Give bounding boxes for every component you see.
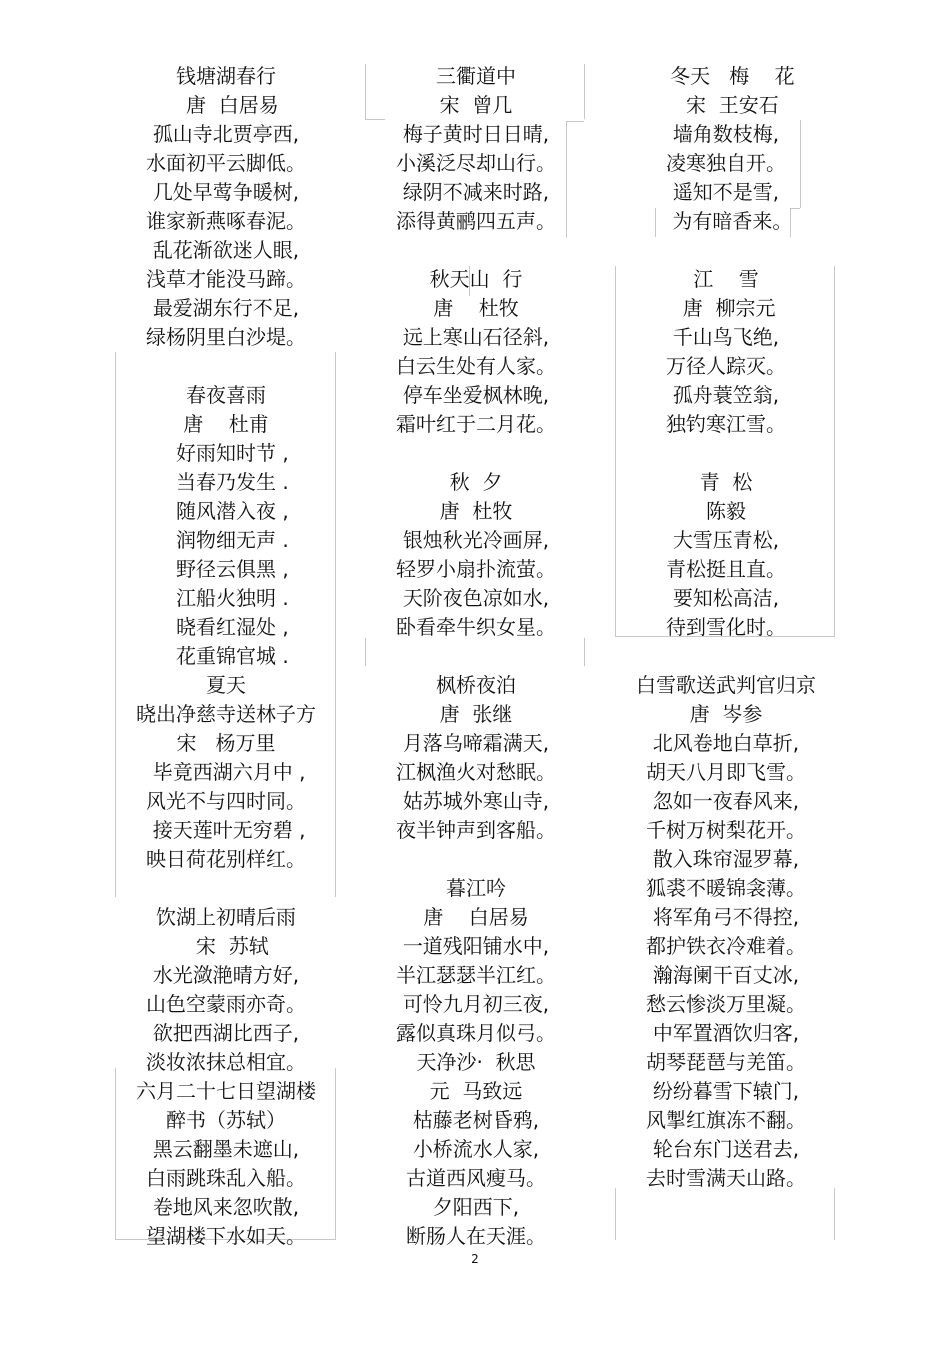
poem-title: 天净沙· 秋思 <box>416 1050 536 1074</box>
poem-author: 醉书（苏轼） <box>166 1108 286 1132</box>
poem-line: 凌寒独自开。 <box>666 151 786 175</box>
poem-author: 宋 苏轼 <box>183 934 269 958</box>
poem-title: 枫桥夜泊 <box>436 673 516 697</box>
poem-line: 瀚海阑干百丈冰, <box>652 963 800 987</box>
poem-line: 可怜九月初三夜, <box>402 992 550 1016</box>
stanza-gap <box>365 642 587 671</box>
poem-line: 霜叶红于二月花。 <box>396 412 556 436</box>
poem-line: 墙角数枝梅, <box>672 122 780 146</box>
poem-line: 风光不与四时同。 <box>146 789 306 813</box>
poem-column-1 <box>115 62 337 1251</box>
poem-author: 唐 柳宗元 <box>676 296 776 320</box>
poem-line: 青松挺且直。 <box>666 557 786 581</box>
poem-line: 几处早莺争暖树, <box>152 180 300 204</box>
poem-line: 花重锦官城 . <box>163 644 289 668</box>
poem-line: 卧看牵牛织女星。 <box>396 615 556 639</box>
poem-line: 山色空蒙雨亦奇。 <box>146 992 306 1016</box>
poem-line: 谁家新燕啄春泥。 <box>146 209 306 233</box>
poem-author: 唐 白居易 <box>423 905 529 929</box>
poem-line: 遥知不是雪, <box>672 180 780 204</box>
poem-line: 月落乌啼霜满天, <box>402 731 550 755</box>
poem-line: 万径人踪灭。 <box>666 354 786 378</box>
poem-line: 轮台东门送君去, <box>652 1137 800 1161</box>
poem-author: 陈毅 <box>706 499 746 523</box>
poem-line: 待到雪化时。 <box>666 615 786 639</box>
poem-line: 去时雪满天山路。 <box>646 1166 806 1190</box>
poem-line: 要知松高洁, <box>672 586 780 610</box>
poem-line: 孤舟蓑笠翁, <box>672 383 780 407</box>
poem-line: 卷地风来忽吹散, <box>152 1195 300 1219</box>
poem-line: 断肠人在天涯。 <box>406 1224 546 1248</box>
poem-line: 映日荷花别样红。 <box>146 847 306 871</box>
poem-line: 忽如一夜春风来, <box>652 789 800 813</box>
poem-author: 唐 岑参 <box>689 702 763 726</box>
poem-line: 最爱湖东行不足, <box>152 296 300 320</box>
poem-line: 添得黄鹂四五声。 <box>396 209 556 233</box>
stanza-gap <box>115 874 337 903</box>
poem-title: 青 松 <box>699 470 753 494</box>
poem-line: 一道残阳铺水中, <box>402 934 550 958</box>
poem-line: 随风潜入夜 , <box>163 499 289 523</box>
stanza-gap <box>365 439 587 468</box>
stanza-gap <box>615 642 837 671</box>
poem-line: 半江瑟瑟半江红。 <box>396 963 556 987</box>
table-rule <box>615 1188 616 1240</box>
poem-line: 野径云俱黑 , <box>163 557 289 581</box>
stanza-gap <box>615 439 837 468</box>
poem-line: 浅草才能没马蹄。 <box>146 267 306 291</box>
poem-line: 轻罗小扇扑流萤。 <box>396 557 556 581</box>
poem-line: 银烛秋光冷画屏, <box>402 528 550 552</box>
poem-title: 秋天山 行 <box>429 267 523 291</box>
poem-line: 梅子黄时日日晴, <box>402 122 550 146</box>
poem-line: 江枫渔火对愁眠。 <box>396 760 556 784</box>
poem-title: 饮湖上初晴后雨 <box>156 905 296 929</box>
poem-author: 元 马致远 <box>429 1079 523 1103</box>
poem-line: 白雨跳珠乱入船。 <box>146 1166 306 1190</box>
poem-subtitle: 晓出净慈寺送林子方 <box>136 702 316 726</box>
poem-line: 孤山寺北贾亭西, <box>152 122 300 146</box>
poem-author: 唐 杜牧 <box>439 499 513 523</box>
poem-line: 江船火独明 . <box>163 586 289 610</box>
stanza-gap <box>615 236 837 265</box>
poem-line: 黑云翻墨未遮山, <box>152 1137 300 1161</box>
poem-line: 胡琴琵琶与羌笛。 <box>646 1050 806 1074</box>
poem-line: 大雪压青松, <box>672 528 780 552</box>
poem-line: 散入珠帘湿罗幕, <box>652 847 800 871</box>
poem-line: 愁云惨淡万里凝。 <box>646 992 806 1016</box>
poem-line: 天阶夜色凉如水, <box>402 586 550 610</box>
poem-title: 秋 夕 <box>449 470 503 494</box>
poem-line: 欲把西湖比西子, <box>152 1021 300 1045</box>
poem-title: 三衢道中 <box>436 64 516 88</box>
poem-column-2 <box>365 62 587 1251</box>
poem-line: 独钓寒江雪。 <box>666 412 786 436</box>
poem-line: 古道西风瘦马。 <box>406 1166 546 1190</box>
stanza-gap <box>365 845 587 874</box>
poem-line: 都护铁衣冷难着。 <box>646 934 806 958</box>
poem-line: 绿杨阴里白沙堤。 <box>146 325 306 349</box>
poem-author: 宋 杨万里 <box>176 731 276 755</box>
poem-line: 枯藤老树昏鸦, <box>412 1108 540 1132</box>
poem-line: 小溪泛尽却山行。 <box>396 151 556 175</box>
poem-line: 晓看红湿处 , <box>163 615 289 639</box>
poem-line: 为有暗香来。 <box>659 209 793 233</box>
stanza-gap <box>115 352 337 381</box>
poem-title: 春夜喜雨 <box>186 383 266 407</box>
poem-line: 远上寒山石径斜, <box>402 325 550 349</box>
poem-line: 小桥流水人家, <box>412 1137 540 1161</box>
poem-line: 毕竟西湖六月中 , <box>146 760 306 784</box>
table-rule <box>834 1188 835 1240</box>
poem-line: 中军置酒饮归客, <box>652 1021 800 1045</box>
poem-line: 千山鸟飞绝, <box>672 325 780 349</box>
poem-line: 千树万树梨花开。 <box>646 818 806 842</box>
poem-line: 当春乃发生 . <box>163 470 289 494</box>
poem-line: 接天莲叶无穷碧 , <box>146 818 306 842</box>
poem-line: 望湖楼下水如天。 <box>146 1224 306 1248</box>
poem-title: 冬天 梅 花 <box>657 64 795 88</box>
poem-title: 夏天 <box>206 673 246 697</box>
poem-line: 姑苏城外寒山寺, <box>402 789 550 813</box>
poem-line: 绿阴不减来时路, <box>402 180 550 204</box>
poem-line: 纷纷暮雪下辕门, <box>652 1079 800 1103</box>
stanza-gap <box>365 236 587 265</box>
poem-line: 露似真珠月似弓。 <box>396 1021 556 1045</box>
poem-line: 将军角弓不得控, <box>652 905 800 929</box>
poem-title: 江 雪 <box>693 267 759 291</box>
poem-line: 狐裘不暖锦衾薄。 <box>646 876 806 900</box>
poem-title: 暮江吟 <box>446 876 506 900</box>
poem-author: 宋 曾几 <box>439 93 513 117</box>
poem-line: 水光潋滟晴方好, <box>152 963 300 987</box>
poem-line: 胡天八月即飞雪。 <box>646 760 806 784</box>
poem-line: 停车坐爱枫林晚, <box>402 383 550 407</box>
poem-title: 钱塘湖春行 <box>176 64 276 88</box>
poem-author: 唐 白居易 <box>173 93 279 117</box>
poem-line: 风掣红旗冻不翻。 <box>646 1108 806 1132</box>
poem-line: 好雨知时节 , <box>163 441 289 465</box>
poem-author: 唐 杜牧 <box>433 296 519 320</box>
poem-line: 夜半钟声到客船。 <box>396 818 556 842</box>
poem-author: 唐 杜甫 <box>183 412 269 436</box>
poem-line: 白云生处有人家。 <box>396 354 556 378</box>
poem-author: 唐 张继 <box>439 702 513 726</box>
poem-title: 六月二十七日望湖楼 <box>136 1079 316 1103</box>
poem-title: 白雪歌送武判官归京 <box>636 673 816 697</box>
poem-line: 润物细无声 . <box>163 528 289 552</box>
poem-author: 宋 王安石 <box>673 93 779 117</box>
page-number: 2 <box>471 1252 479 1266</box>
poem-line: 夕阳西下, <box>432 1195 520 1219</box>
poem-line: 北风卷地白草折, <box>652 731 800 755</box>
poem-column-3 <box>615 62 837 1193</box>
poem-line: 水面初平云脚低。 <box>146 151 306 175</box>
poem-line: 乱花渐欲迷人眼, <box>152 238 300 262</box>
poem-line: 淡妆浓抹总相宜。 <box>146 1050 306 1074</box>
